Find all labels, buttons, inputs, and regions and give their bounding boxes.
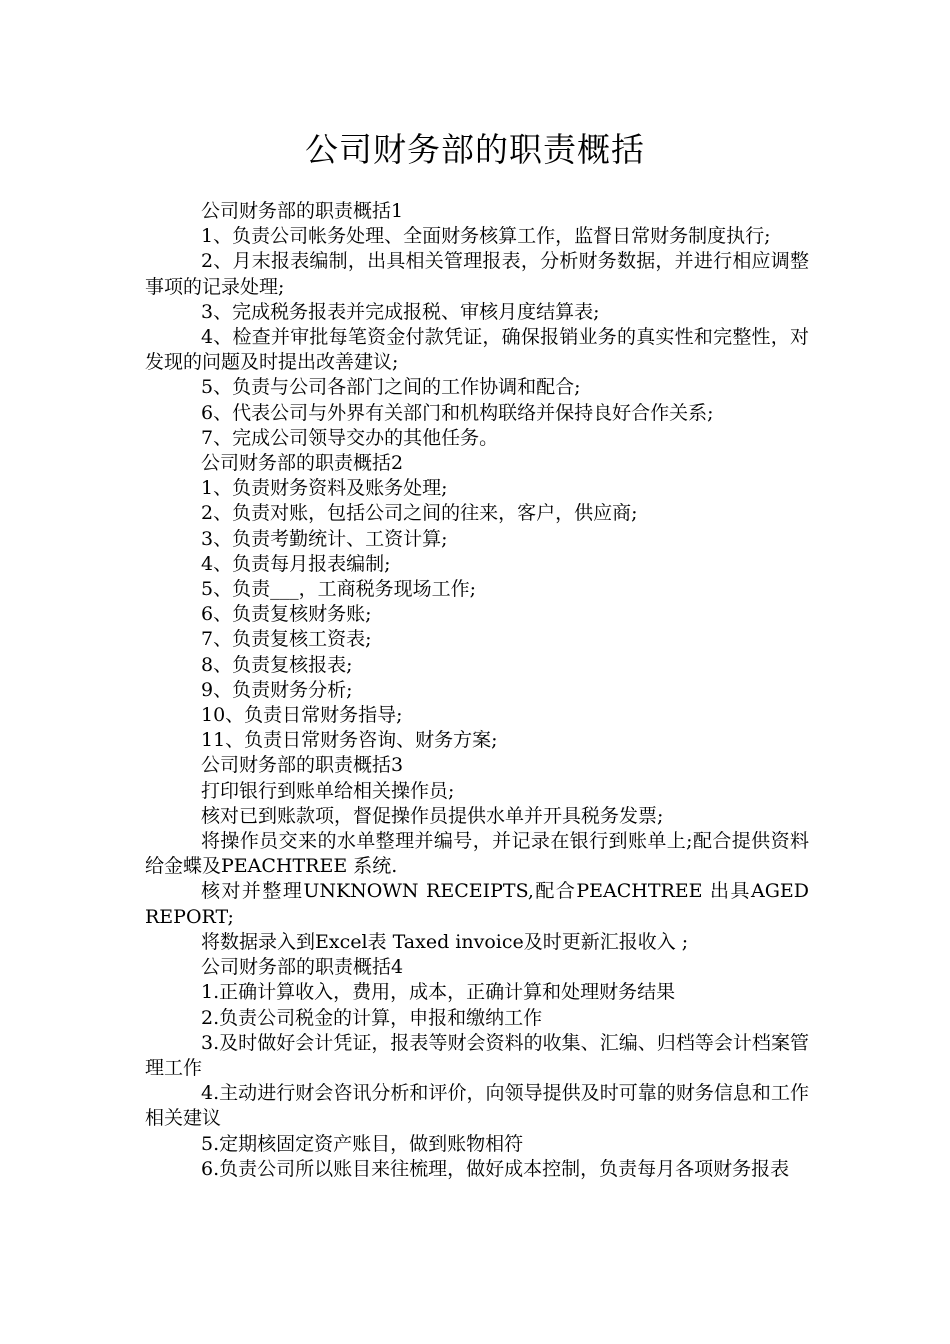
- paragraph: 将数据录入到Excel表 Taxed invoice及时更新汇报收入 ;: [201, 930, 689, 953]
- paragraph: 6、负责复核财务账;: [201, 603, 372, 626]
- paragraph: 3、完成税务报表并完成报税、审核月度结算表;: [201, 300, 600, 323]
- paragraph: 9、负责财务分析;: [201, 678, 353, 701]
- paragraph: 1、负责公司帐务处理、全面财务核算工作，监督日常财务制度执行;: [201, 225, 771, 248]
- paragraph: 10、负责日常财务指导;: [201, 704, 403, 727]
- paragraph: 5、负责___，工商税务现场工作;: [201, 578, 476, 601]
- paragraph: 打印银行到账单给相关操作员;: [201, 779, 455, 802]
- paragraph: 将操作员交来的水单整理并编号，并记录在银行到账单上;配合提供资料给金蝶及PEACHTREE 系统.: [145, 830, 809, 878]
- paragraph: 4.主动进行财会咨讯分析和评价，向领导提供及时可靠的财务信息和工作相关建议: [145, 1082, 809, 1130]
- paragraph: 7、负责复核工资表;: [201, 628, 372, 651]
- document-title: 公司财务部的职责概括: [305, 130, 645, 169]
- section-heading: 公司财务部的职责概括4: [201, 956, 404, 979]
- paragraph: 3、负责考勤统计、工资计算;: [201, 527, 448, 550]
- document-body: [145, 199, 809, 1182]
- paragraph: 核对已到账款项，督促操作员提供水单并开具税务发票;: [201, 804, 664, 827]
- paragraph: 7、完成公司领导交办的其他任务。: [201, 426, 499, 449]
- paragraph: 8、负责复核报表;: [201, 653, 353, 676]
- paragraph: 5.定期核固定资产账目，做到账物相符: [201, 1132, 524, 1155]
- paragraph: 核对并整理UNKNOWN RECEIPTS,配合PEACHTREE 出具AGED REPORT;: [145, 880, 809, 928]
- section-heading: 公司财务部的职责概括3: [201, 754, 404, 777]
- paragraph: 5、负责与公司各部门之间的工作协调和配合;: [201, 376, 581, 399]
- paragraph: 1、负责财务资料及账务处理;: [201, 477, 448, 500]
- paragraph: 2、负责对账，包括公司之间的往来，客户，供应商;: [201, 502, 638, 525]
- paragraph: 2、月末报表编制，出具相关管理报表，分析财务数据，并进行相应调整事项的记录处理;: [145, 250, 809, 298]
- paragraph: 1.正确计算收入，费用，成本，正确计算和处理财务结果: [201, 981, 676, 1004]
- paragraph: 4、负责每月报表编制;: [201, 552, 391, 575]
- paragraph: 2.负责公司税金的计算，申报和缴纳工作: [201, 1006, 543, 1029]
- paragraph: 6.负责公司所以账目来往梳理，做好成本控制，负责每月各项财务报表: [201, 1157, 790, 1180]
- section-heading: 公司财务部的职责概括1: [201, 200, 404, 222]
- paragraph: 6、代表公司与外界有关部门和机构联络并保持良好合作关系;: [201, 401, 714, 424]
- paragraph: 3.及时做好会计凭证，报表等财会资料的收集、汇编、归档等会计档案管理工作: [145, 1031, 809, 1079]
- paragraph: 11、负责日常财务咨询、财务方案;: [201, 729, 498, 752]
- section-heading: 公司财务部的职责概括2: [201, 452, 404, 475]
- paragraph: 4、检查并审批每笔资金付款凭证，确保报销业务的真实性和完整性，对发现的问题及时提出改善建议;: [145, 326, 809, 374]
